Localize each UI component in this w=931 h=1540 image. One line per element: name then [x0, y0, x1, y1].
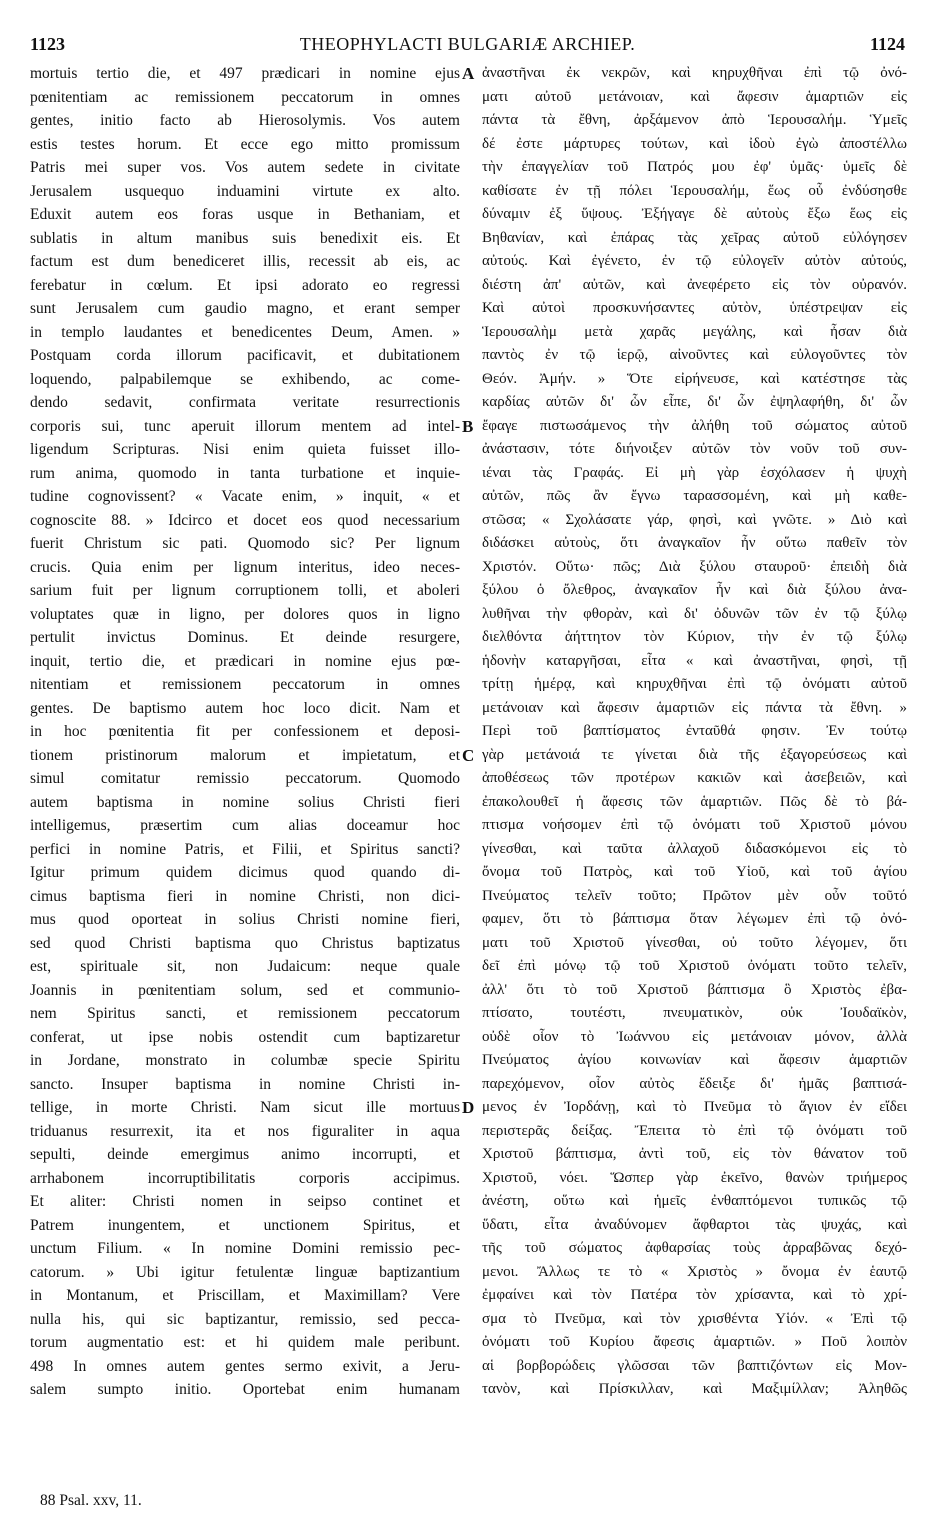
text-line: ἀλλ' ὅτι τὸ τοῦ Χριστοῦ βάπτισμα ὃ Χριστὸς ἐβα- [482, 981, 907, 998]
text-line: πτίσατο, τουτέστι, πνευματικὸν, οὐκ Ἰουδαϊκὸν, [482, 1005, 907, 1021]
text-line: τανὸν, καὶ Πρίσκιλλαν, καὶ Μαξιμίλλαν; Ἀληθῶς [482, 1381, 907, 1397]
page-number-right: 1124 [869, 34, 905, 54]
text-line: ἀναστῆναι ἐκ νεκρῶν, καὶ κηρυχθῆναι ἐπὶ τῷ ὀνό- [482, 65, 907, 81]
text-line: dendo sedavit, confirmata veritate resurrectionis [30, 394, 460, 411]
text-line: sed quod Christi baptisma quo Christus baptizatus [30, 934, 460, 952]
text-line: μενοι. Ἄλλως τε τὸ « Χριστὸς » ὄνομα ἐν ἑαυτῷ [482, 1263, 907, 1280]
text-line: Πνεύματος τελεῖν τοῦτο; Πρῶτον μὲν οὖν τοῦτό [482, 887, 907, 904]
text-line: ἔφαγε πιστωσάμενος τὴν ἀλήθη τοῦ σώματος αὐτοῦ [482, 417, 907, 434]
text-line: Et aliter: Christi nomen in seipso continet et [30, 1193, 460, 1210]
text-line: μενος ἐν Ἰορδάνῃ, καὶ τὸ Πνεῦμα τὸ ἅγιον ἐν εἴδει [482, 1099, 907, 1115]
text-line: tudine cognovissent? « Vacate enim, » inquit, « et [30, 488, 460, 505]
text-line: Igitur primum quidem dicimus quod quando di- [30, 864, 460, 881]
text-line: ἡδονὴν καταργῆσαι, εἶτα « καὶ ἀναστῆναι, φησὶ, τῇ [482, 652, 907, 669]
text-line: Postquam corda illorum pacificavit, et dubitationem [30, 347, 460, 364]
text-line: Θεόν. Ἀμήν. » Ὅτε εἰρήνευσε, καὶ κατέστησε τὰς [482, 370, 907, 387]
text-line: intelligemus, præsertim cum alias doceamur hoc [30, 817, 460, 834]
text-line: nulla his, qui sic baptizantur, remissio, sed pecca- [30, 1310, 460, 1328]
text-line: οὐδὲ οἷον τὸ Ἰωάννου εἰς μετάνοιαν μόνον, ἀλλὰ [482, 1028, 907, 1045]
text-line: in templo laudantes et benedicentes Deum, Amen. » [30, 323, 460, 341]
text-line: Καὶ αὐτοὶ προσκυνήσαντες αὐτὸν, ὑπέστρεψαν εἰς [482, 300, 907, 316]
text-line: γίνεσθαι, καὶ ταῦτα ἀλλαχοῦ διδασκόμενοι εἰς τὸ [482, 840, 907, 857]
latin-column [30, 62, 460, 1402]
text-line: corporis sui, tunc aperuit illorum mentem ad intel- [30, 417, 460, 435]
text-line: sunt Jerusalem cum gaudio magno, et erant semper [30, 300, 460, 317]
text-line: Patrem inungentem, et unctionem Spiritus, et [30, 1216, 460, 1234]
text-line: ὀνόματι τοῦ Κυρίου ἄφεσις ἁμαρτιῶν. » Ποῦ λοιπὸν [482, 1334, 907, 1350]
text-line: ιέναι τὰς Γραφάς. Εἰ μὴ γὰρ ἐσχόλασεν ἡ ψυχὴ [482, 464, 907, 481]
margin-letter: B [462, 416, 474, 436]
text-line: in hoc pœnitentia fit per confessionem et deposi- [30, 723, 460, 740]
running-title: THEOPHYLACTI BULGARIÆ ARCHIEP. [299, 34, 636, 54]
text-line: αὐτούς. Καὶ ἐγένετο, ἐν τῷ εὐλογεῖν αὐτὸν αὐτούς, [482, 253, 907, 269]
text-line: τρίτῃ ἡμέρᾳ, καὶ κηρυχθῆναι ἐπὶ τῷ ὀνόματι αὐτοῦ [482, 676, 907, 692]
text-line: rum anima, quomodo in tanta turbatione et inquie- [30, 464, 460, 482]
text-line: ligendum Scripturas. Nisi enim quieta fuisset illo- [30, 441, 460, 458]
text-line: triduanus resurrexit, ita et nos figuraliter in aqua [30, 1122, 460, 1140]
text-line: voluptates quæ in ligno, per dolores quos in ligno [30, 605, 460, 623]
text-line: τὴν ἐπαγγελίαν τοῦ Πατρός μου ἐφ' ὑμᾶς· ὑμεῖς δὲ [482, 159, 907, 175]
margin-letter: A [462, 64, 475, 83]
text-line: mus quod oporteat in solius Christi nomine fieri, [30, 911, 460, 928]
page-number-left: 1123 [30, 34, 66, 54]
text-line: δέ ἐστε μάρτυρες τούτων, καὶ ἰδοὺ ἐγὼ ἀποστέλλω [482, 135, 907, 152]
text-line: ὕδατι, εἶτα ἀναδύνομεν ἄφθαρτοι τὰς ψυχάς, καὶ [482, 1216, 907, 1233]
text-line: ὄνομα τοῦ Πατρὸς, καὶ τοῦ Υἱοῦ, καὶ τοῦ ἁγίου [482, 864, 907, 880]
text-line: ματι τοῦ Χριστοῦ γίνεσθαι, οὐ τοῦτο λέγομεν, ὅτι [482, 934, 907, 951]
text-line: Πνεύματος ἁγίου κοινωνίαν καὶ ἄφεσιν ἁμαρτιῶν [482, 1052, 907, 1068]
text-line: nem Spiritus sancti, et remissionem peccatorum [30, 1005, 460, 1022]
text-line: nitentiam et remissionem peccatorum in omnes [30, 676, 460, 693]
text-line: δύναμιν ἐξ ὕψους. Ἐξήγαγε δὲ αὐτοὺς ἔξω ἕως εἰς [482, 206, 907, 222]
text-line: μετάνοιαν καὶ ἄφεσιν ἁμαρτιῶν εἰς πάντα τὰ ἔθνη. » [482, 699, 907, 716]
text-line: in Montanum, et Priscillam, et Maximillam? Vere [30, 1287, 460, 1304]
text-line: crucis. Quia enim per lignum interitus, ideo neces- [30, 558, 460, 576]
text-line: Ἱερουσαλὴμ μετὰ χαρᾶς μεγάλης, καὶ ἦσαν διὰ [482, 323, 907, 340]
text-line: φαμεν, ὅτι τὸ βάπτισμα ὅταν λέγωμεν ἐπὶ τῷ ὀνό- [482, 911, 907, 927]
text-line: σμα τὸ Πνεῦμα, καὶ τὸν χρισθέντα Υἱόν. « Ἐπὶ τῷ [482, 1310, 907, 1327]
text-line: sarium fuit per lignum corruptionem tolli, et aboleri [30, 582, 460, 599]
text-line: conferat, ut ipse nobis ostendit cum baptizaretur [30, 1028, 460, 1046]
text-line: in Jordane, monstrato in columbæ specie Spiritu [30, 1052, 460, 1069]
text-line: πτισμα νοήσομεν ἐπὶ τῷ ὀνόματι τοῦ Χριστοῦ μόνου [482, 817, 907, 833]
text-line: Eduxit autem eos foras usque in Bethaniam, et [30, 206, 460, 223]
text-line: gentes. De baptismo autem hoc loco dicit. Nam et [30, 699, 460, 717]
text-line: gentes, initio facto ab Hierosolymis. Vos autem [30, 112, 460, 129]
text-line: pœnitentiam ac remissionem peccatorum in omnes [30, 88, 460, 106]
text-line: ξύλου ὁ ὄλεθρος, ἀναγκαῖον ἦν καὶ διὰ ξύλου ἀνα- [482, 582, 907, 598]
text-line: estis testes horum. Et ecce ego mitto promissum [30, 135, 460, 153]
text-line: salem sumpto initio. Oportebat enim humanam [30, 1381, 460, 1398]
text-line: catorum. » Ubi igitur fetulentæ linguæ baptizantium [30, 1263, 460, 1281]
text-line: διδάσκει αὐτοὺς, ὅτι ἀναγκαῖον ἦν οὕτω παθεῖν τὸν [482, 535, 907, 551]
text-line: loquendo, palpabilemque se exhibendo, ac come- [30, 370, 460, 388]
text-line: λυθῆναι τὴν φθορὰν, καὶ δι' ὀδυνῶν τῶν ἐν τῷ ξύλῳ [482, 605, 907, 622]
greek-column [482, 62, 907, 1402]
text-line: διελθόντα ἀήττητον τὸν Κύριον, τὴν ἐν τῷ ξύλῳ [482, 629, 907, 645]
text-line: arrhabonem incorruptibilitatis corporis accipimus. [30, 1169, 460, 1187]
text-line: καρδίας αὐτῶν δι' ὧν εἶπε, δι' ὧν ἐψηλαφήθη, δι' ὧν [482, 394, 907, 410]
text-line: αἱ βορβορώδεις γλῶσσαι τῶν βαπτιζόντων εἰς Μον- [482, 1357, 907, 1374]
text-line: ferebatur in cœlum. Et ipsi adorato eo regressi [30, 276, 460, 294]
text-line: cognoscite 88. » Idcirco et docet eos quod necessarium [30, 511, 460, 529]
text-line: Χριστοῦ βάπτισμα, ἀντὶ τοῦ, εἰς τὸν θάνατον τοῦ [482, 1146, 907, 1162]
text-line: Χριστόν. Οὕτω· πῶς; Διὰ ξύλου σταυροῦ· ἐπειδὴ διὰ [482, 558, 907, 575]
text-line: ἀνέστη, οὕτω καὶ ἡμεῖς ἐνθαπτόμενοι τυπικῶς τῷ [482, 1193, 907, 1209]
text-line: tellige, in morte Christi. Nam sicut ille mortuus [30, 1099, 460, 1116]
text-line: γὰρ μετάνοιά τε γίνεται διὰ τῆς ἐξαγορεύσεως καὶ [482, 746, 907, 763]
text-line: ἐμφαίνει καὶ τὸν Πατέρα τὸν χρίσαντα, καὶ τὸ χρί- [482, 1287, 907, 1303]
text-line: torum augmentatio est: et hi quidem male peribunt. [30, 1334, 460, 1351]
text-line: sancto. Insuper baptisma in nomine Christi in- [30, 1075, 460, 1093]
margin-letter: D [462, 1098, 475, 1117]
text-line: inquit, tertio die, et prædicari in nomine ejus pœ- [30, 652, 460, 670]
text-line: 498 In omnes autem gentes sermo exivit, a Jeru- [30, 1357, 460, 1375]
margin-letter: C [462, 745, 475, 765]
text-line: Βηθανίαν, καὶ ἐπάρας τὰς χεῖρας αὐτοῦ εὐλόγησεν [482, 229, 907, 246]
text-line: περιστερᾶς δείξας. Ἔπειτα τὸ ἐπὶ τῷ ὀνόματι τοῦ [482, 1122, 907, 1139]
text-line: διέστη ἀπ' αὐτῶν, καὶ ἀνεφέρετο εἰς τὸν οὐρανόν. [482, 276, 907, 293]
text-line: Χριστοῦ, νόει. Ὥσπερ γὰρ ἐκεῖνο, θανὼν τριήμερος [482, 1169, 907, 1186]
text-line: simul comitatur remissio peccatorum. Quomodo [30, 770, 460, 787]
text-line: δεῖ ἐπὶ μόνῳ τῷ τοῦ Χριστοῦ ὀνόματι τοῦτο τελεῖν, [482, 958, 907, 974]
text-line: ματι αὐτοῦ μετάνοιαν, καὶ ἄφεσιν ἁμαρτιῶν εἰς [482, 88, 907, 105]
text-line: Περὶ τοῦ βαπτίσματος ἐνταῦθά φησιν. Ἐν τούτῳ [482, 723, 907, 739]
text-line: παντὸς ἐν τῷ ἱερῷ, αἰνοῦντες καὶ εὐλογοῦντες τὸν [482, 347, 907, 363]
text-line: στῶσα; « Σχολάσατε γάρ, φησὶ, καὶ γνῶτε. » Διὸ καὶ [482, 511, 907, 528]
text-line: fuerit Christum sic pati. Quomodo sic? Per lignum [30, 535, 460, 552]
text-line: sublatis in altum manibus suis benedixit eis. Et [30, 229, 460, 247]
footnote: 88 Psal. xxv, 11. [40, 1492, 142, 1509]
text-line: sepulti, deinde emergimus animo incorrupti, et [30, 1146, 460, 1163]
text-line: πάντα τὰ ἔθνη, ἀρξάμενον ἀπὸ Ἱερουσαλήμ. Ὑμεῖς [482, 112, 907, 128]
text-line: τῆς τοῦ σώματος ἀφθαρσίας τοὺς ἀρραβῶνας δεχό- [482, 1240, 907, 1256]
text-line: παρεχόμενον, οἷον αὐτὸς ἔδειξε δι' ἡμᾶς βαπτισά- [482, 1075, 907, 1092]
page-header [30, 34, 905, 56]
text-line: tionem pristinorum malorum et impietatum, et [30, 746, 460, 764]
text-line: ἀποθέσεως τῶν προτέρων κακιῶν καὶ ἀσεβειῶν, καὶ [482, 770, 907, 786]
text-line: Joannis in pœnitentiam solum, sed et communio- [30, 981, 460, 999]
text-line: καθίσατε ἐν τῇ πόλει Ἱερουσαλήμ, ἕως οὗ ἐνδύσησθε [482, 182, 907, 199]
text-line: αὐτῶν, πῶς ἂν ἔγνω ταρασσομένη, καὶ μὴ καθε- [482, 488, 907, 504]
text-line: mortuis tertio die, et 497 prædicari in nomine ejus [30, 65, 460, 82]
text-line: est, spirituale sit, non Judaicum: neque quale [30, 958, 460, 975]
text-line: pertulit invictus Dominus. Et deinde resurgere, [30, 629, 460, 646]
text-line: cimus baptisma fieri in nomine Christi, non dici- [30, 887, 460, 905]
text-line: perfici in nomine Patris, et Filii, et Spiritus sancti? [30, 840, 460, 858]
text-line: autem baptisma in nomine solius Christi fieri [30, 793, 460, 811]
text-line: ἀνάστασιν, τότε διήνοιξεν αὐτῶν τὸν νοῦν τοῦ συν- [482, 441, 907, 457]
text-line: Patris mei super vos. Vos autem sedete in civitate [30, 159, 460, 176]
text-line: ἐπακολουθεῖ ἡ ἄφεσις τῶν ἁμαρτιῶν. Πῶς δὲ τὸ βά- [482, 793, 907, 810]
text-line: Jerusalem usquequo induamini virtute ex alto. [30, 182, 460, 200]
text-line: unctum Filium. « In nomine Domini remissio pec- [30, 1240, 460, 1257]
text-line: factum est dum benediceret illis, recessit ab eis, ac [30, 253, 460, 270]
